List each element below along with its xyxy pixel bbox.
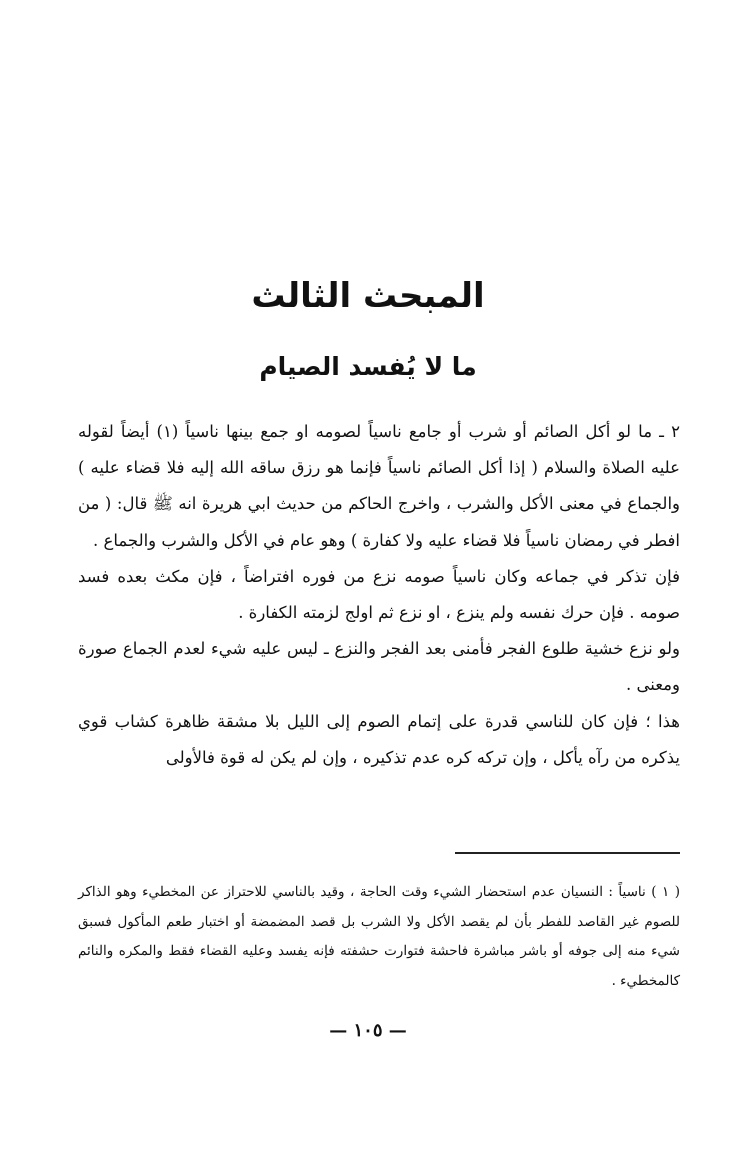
main-text	[78, 414, 680, 776]
paragraph: ٢ ـ ما لو أكل الصائم أو شرب أو جامع ناسياً لصومه او جمع بينها ناسياً (١) أيضاً لقوله عليه الصلاة والسلام ( إذا أكل الصائم ناسياً فإنما هو رزق ساقه الله إليه فلا قضاء عليه ) والجماع في معنى الأكل والشرب ، واخرج الحاكم من حديث ابي هريرة انه ﷺ قال: ( من افطر في رمضان ناسياً فلا قضاء عليه ولا كفارة ) وهو عام في الأكل والشرب والجماع .	[78, 422, 680, 550]
paragraph: فإن تذكر في جماعه وكان ناسياً صومه نزع من فوره افتراضاً ، فإن مكث بعده فسد صومه . فإن حرك نفسه ولم ينزع ، او نزع ثم اولج لزمته الكفارة .	[78, 566, 680, 623]
paragraph: هذا ؛ فإن كان للناسي قدرة على إتمام الصوم إلى الليل بلا مشقة ظاهرة كشاب قوي يذكره من رآه يأكل ، وإن تركه كره عدم تذكيره ، وإن لم يكن له قوة فالأولى	[78, 711, 680, 767]
footnote: ( ١ ) ناسياً : النسيان عدم استحضار الشيء وقت الحاجة ، وقيد بالناسي للاحتراز عن المخطيء وهو الذاكر للصوم غير القاصد للفطر بأن لم يقصد الأكل ولا الشرب بل قصد المضمضة أو اختبار طعم المأكول فسبق شيء منه إلى جوفه أو باشر مباشرة فاحشة فتوارت حشفته فإنه يفسد وعليه القضاء فقط والمكره والنائم كالمخطيء .	[78, 884, 680, 989]
footnote-divider	[455, 852, 680, 854]
chapter-title: المبحث الثالث	[251, 276, 485, 316]
page-number: — ١٠٥ —	[329, 1020, 407, 1041]
section-title: ما لا يُفسد الصيام	[259, 352, 477, 381]
paragraph: ولو نزع خشية طلوع الفجر فأمنى بعد الفجر والنزع ـ ليس عليه شيء لعدم الجماع صورة ومعنى .	[78, 639, 680, 695]
